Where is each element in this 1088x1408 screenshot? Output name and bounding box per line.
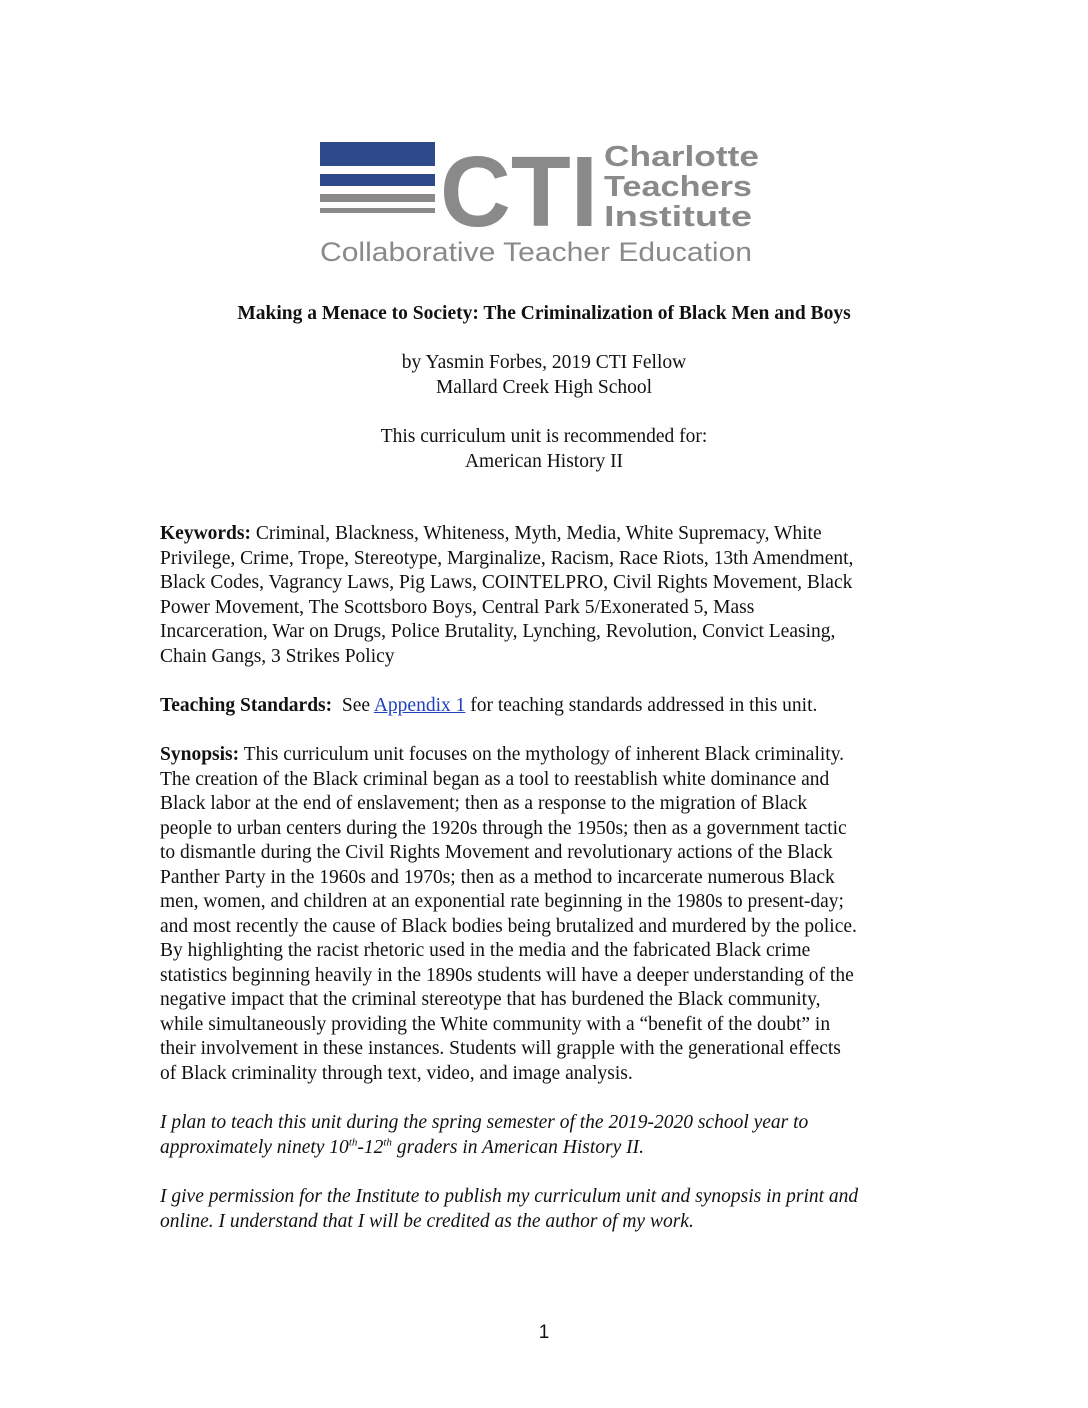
synopsis-line: statistics beginning heavily in the 1890s students will have a deeper understanding of the: [160, 964, 854, 986]
synopsis-line: men, women, and children at an exponential rate beginning in the 1980s to present-day;: [160, 891, 844, 912]
standards-post-text: for teaching standards addressed in this unit.: [470, 695, 818, 716]
synopsis-line: Black labor at the end of enslavement; then as a response to the migration of Black: [160, 793, 808, 814]
teaching-plan: [160, 1111, 930, 1160]
logo-bar-1: [320, 142, 435, 166]
keywords-line: Power Movement, The Scottsboro Boys, Central Park 5/Exonerated 5, Mass: [160, 596, 755, 618]
recommendation: [0, 425, 1088, 474]
school-line: Mallard Creek High School: [435, 376, 653, 398]
synopsis-line: to dismantle during the Civil Rights Movement and revolutionary actions of the Black: [160, 842, 833, 863]
logo-name-line-1: Charlotte: [604, 141, 759, 173]
keywords-line: Black Codes, Vagrancy Laws, Pig Laws, COINTELPRO, Civil Rights Movement, Black: [160, 572, 853, 593]
teaching-standards-label: Teaching Standards:: [160, 695, 333, 716]
synopsis-line: [160, 743, 930, 768]
recommended-course: American History II: [464, 450, 624, 472]
logo-bar-2: [320, 174, 435, 186]
plan-text-mid: -12: [357, 1136, 384, 1158]
synopsis-line: negative impact that the criminal stereotype that has burdened the Black community,: [160, 989, 821, 1010]
synopsis-line: of Black criminality through text, video, and image analysis.: [160, 1062, 633, 1084]
synopsis-label: Synopsis:: [160, 744, 240, 765]
ordinal-suffix: th: [383, 1136, 392, 1148]
permission-line: online. I understand that I will be credited as the author of my work.: [160, 1210, 694, 1232]
keywords-label: Keywords:: [160, 523, 251, 544]
logo-tagline: Collaborative Teacher Education: [320, 237, 752, 266]
appendix-1-link[interactable]: Appendix 1: [373, 695, 466, 716]
keywords-text: Criminal, Blackness, Whiteness, Myth, Media, White Supremacy, White: [255, 523, 822, 544]
plan-text-pre: approximately ninety 10: [160, 1136, 349, 1158]
keywords-line: Incarceration, War on Drugs, Police Brutality, Lynching, Revolution, Convict Leasing,: [160, 621, 836, 642]
plan-line: I plan to teach this unit during the spring semester of the 2019-2020 school year to: [160, 1112, 809, 1133]
keywords-section: [160, 522, 930, 669]
page-number: 1: [538, 1322, 550, 1343]
cti-logo: [320, 138, 765, 266]
publication-permission: [160, 1185, 930, 1234]
keywords-line: [160, 522, 930, 547]
synopsis-line: people to urban centers during the 1920s through the 1950s; then as a government tactic: [160, 817, 847, 839]
logo-acronym: CTI: [440, 138, 598, 248]
logo-name-line-3: Institute: [604, 201, 752, 233]
byline: [0, 351, 1088, 400]
synopsis-line: By highlighting the racist rhetoric used in the media and the fabricated Black crime: [160, 940, 811, 961]
synopsis-line: The creation of the Black criminal began as a tool to reestablish white dominance and: [160, 768, 830, 790]
standards-pre-text: See: [341, 695, 371, 716]
logo-bar-3: [320, 194, 435, 202]
recommendation-line: This curriculum unit is recommended for:: [380, 426, 708, 447]
teaching-standards-section: [160, 694, 930, 719]
synopsis-line: while simultaneously providing the White community with a “benefit of the doubt” in: [160, 1013, 831, 1035]
plan-text-post: graders in American History II.: [391, 1136, 644, 1158]
synopsis-section: [160, 743, 930, 1086]
synopsis-line: Panther Party in the 1960s and 1970s; then as a method to incarcerate numerous Black: [160, 866, 835, 888]
synopsis-line: and most recently the cause of Black bodies being brutalized and murdered by the police.: [160, 915, 857, 937]
keywords-line: Chain Gangs, 3 Strikes Policy: [160, 645, 395, 667]
author-line: by Yasmin Forbes, 2019 CTI Fellow: [401, 352, 687, 373]
logo-bar-4: [320, 208, 435, 213]
logo-name-line-2: Teachers: [604, 171, 752, 203]
plan-line: [160, 1136, 930, 1161]
keywords-line: Privilege, Crime, Trope, Stereotype, Marginalize, Racism, Race Riots, 13th Amendment,: [160, 547, 854, 569]
ordinal-suffix: th: [348, 1136, 358, 1148]
document-title: Making a Menace to Society: The Criminalization of Black Men and Boys: [237, 303, 851, 324]
permission-line: I give permission for the Institute to publish my curriculum unit and synopsis in print and: [160, 1186, 859, 1207]
synopsis-line: their involvement in these instances. Students will grapple with the generational effects: [160, 1038, 841, 1059]
synopsis-text: This curriculum unit focuses on the mythology of inherent Black criminality.: [243, 744, 845, 765]
